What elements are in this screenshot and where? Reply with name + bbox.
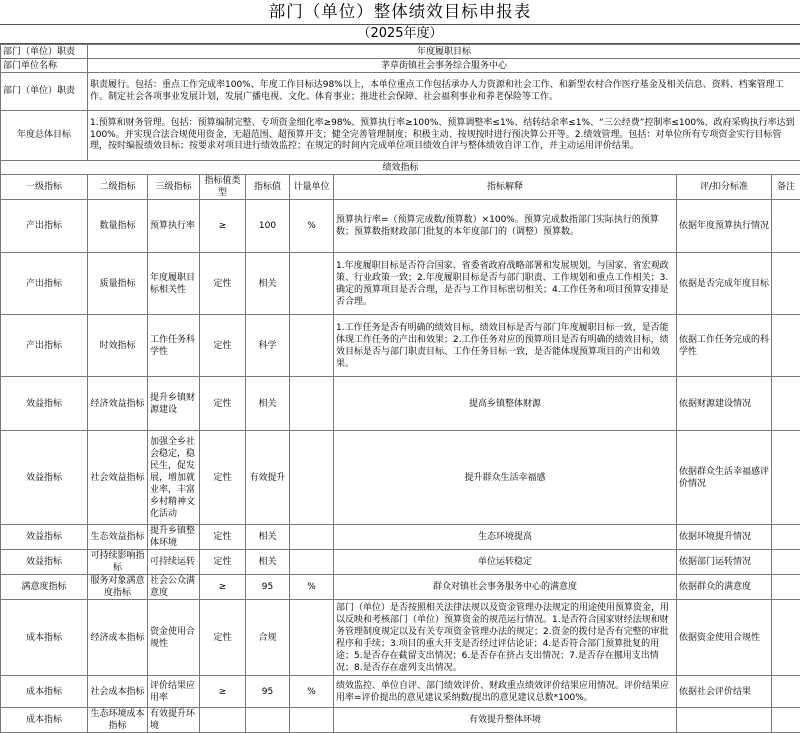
indicator-level1: 效益指标 <box>1 377 88 431</box>
indicator-level2: 时效指标 <box>88 315 148 377</box>
indicator-level3: 提升乡镇财源建设 <box>148 377 200 431</box>
duty-value: 职责履行。包括：重点工作完成率100%、年度工作目标达98%以上，本单位重点工作包括承办人力资源和社会工作、和新型农村合作医疗基金及相关信息、资料、档案管理工作。制定社会各项事业发展计划，发展广播电视、文化、体育事业；推进社会保障、社会福利事业和养老保险等工作。 <box>88 73 800 111</box>
year-row <box>0 24 800 44</box>
table-row <box>1 200 800 253</box>
indicator-level2: 社会效益指标 <box>88 431 148 525</box>
indicator-value-type: 定性 <box>200 431 246 525</box>
annual-goal-header: 年度履职目标 <box>88 45 800 59</box>
table-row <box>1 253 800 315</box>
indicator-explanation: 提升群众生活幸福感 <box>334 431 677 525</box>
indicator-unit <box>290 253 334 315</box>
unit-name-row <box>1 59 800 73</box>
indicator-note <box>772 377 800 431</box>
col-header-value: 指标值 <box>246 175 290 200</box>
form-year: （2025年度） <box>357 26 442 42</box>
perf-section-label: 绩效指标 <box>1 161 800 175</box>
indicator-level1: 产出指标 <box>1 315 88 377</box>
indicator-value: 相关 <box>246 377 290 431</box>
indicator-value <box>246 708 290 733</box>
scoring-standard: 依据资金使用合规性 <box>677 600 772 676</box>
indicator-explanation: 生态环境提高 <box>334 525 677 550</box>
table-row <box>1 676 800 708</box>
indicator-note <box>772 575 800 600</box>
indicator-level2: 生态环境成本指标 <box>88 708 148 733</box>
col-header-explanation: 指标解释 <box>334 175 677 200</box>
indicator-unit: % <box>290 200 334 253</box>
table-row <box>1 315 800 377</box>
indicator-level2: 生态效益指标 <box>88 525 148 550</box>
indicator-level3: 有效提升环境 <box>148 708 200 733</box>
indicator-value-type: 定性 <box>200 550 246 575</box>
indicator-value: 100 <box>246 200 290 253</box>
indicator-level1: 产出指标 <box>1 200 88 253</box>
col-header-l3: 三级指标 <box>148 175 200 200</box>
indicator-value: 合规 <box>246 600 290 676</box>
indicator-level2: 社会成本指标 <box>88 676 148 708</box>
scoring-standard: 依据部门运转情况 <box>677 550 772 575</box>
indicator-unit <box>290 315 334 377</box>
indicator-note <box>772 200 800 253</box>
col-header-l2: 二级指标 <box>88 175 148 200</box>
indicator-level1: 产出指标 <box>1 253 88 315</box>
indicator-note <box>772 431 800 525</box>
duty-row <box>1 73 800 111</box>
performance-table <box>0 44 800 733</box>
duty-header-row <box>1 45 800 59</box>
indicator-note <box>772 253 800 315</box>
indicator-explanation: 1.年度履职目标是否符合国家、省委省政府战略部署和发展规划，与国家、省宏观政策、行业政策一致；2.年度履职目标是否与部门职责、工作规划和重点工作相关；3.确定的预算项目是否合理，是否与工作目标密切相关；4.工作任务和项目预算安排是否合理。 <box>334 253 677 315</box>
scoring-standard <box>677 708 772 733</box>
indicator-value: 95 <box>246 575 290 600</box>
indicator-note <box>772 525 800 550</box>
indicator-value-type: ≥ <box>200 676 246 708</box>
table-row <box>1 575 800 600</box>
indicator-unit <box>290 377 334 431</box>
indicator-value-type: 定性 <box>200 253 246 315</box>
indicator-level1: 效益指标 <box>1 525 88 550</box>
indicator-unit: % <box>290 575 334 600</box>
duty-label: 部门（单位）职责 <box>1 73 88 111</box>
indicator-value-type <box>200 708 246 733</box>
indicator-explanation: 有效提升整体环境 <box>334 708 677 733</box>
indicator-level3: 预算执行率 <box>148 200 200 253</box>
table-row <box>1 431 800 525</box>
indicator-unit <box>290 550 334 575</box>
col-header-note: 备注 <box>772 175 800 200</box>
indicator-level1: 满意度指标 <box>1 575 88 600</box>
indicator-level3: 年度履职目标相关性 <box>148 253 200 315</box>
dept-duty-label: 部门（单位）职责 <box>1 45 88 59</box>
col-header-l1: 一级指标 <box>1 175 88 200</box>
indicator-level3: 资金使用合规性 <box>148 600 200 676</box>
table-row <box>1 550 800 575</box>
indicator-explanation: 提高乡镇整体财源 <box>334 377 677 431</box>
table-row <box>1 525 800 550</box>
indicator-level1: 成本指标 <box>1 676 88 708</box>
column-header-row <box>1 175 800 200</box>
indicator-explanation: 群众对镇社会事务服务中心的满意度 <box>334 575 677 600</box>
scoring-standard: 依据群众的满意度 <box>677 575 772 600</box>
indicator-level1: 成本指标 <box>1 600 88 676</box>
indicator-level3: 工作任务科学性 <box>148 315 200 377</box>
unit-name-value: 茅草街镇社会事务综合服务中心 <box>88 59 800 73</box>
indicator-value: 相关 <box>246 550 290 575</box>
col-header-type: 指标值类型 <box>200 175 246 200</box>
indicator-value-type: 定性 <box>200 600 246 676</box>
table-row <box>1 377 800 431</box>
indicator-level3: 可持续运转 <box>148 550 200 575</box>
indicator-level1: 效益指标 <box>1 550 88 575</box>
indicator-level2: 经济效益指标 <box>88 377 148 431</box>
indicator-value-type: ≥ <box>200 200 246 253</box>
indicator-value-type: 定性 <box>200 315 246 377</box>
indicator-explanation: 绩效监控、单位自评、部门绩效评价、财政重点绩效评价结果应用情况。评价结果应用率=评价提出的意见建议采纳数/提出的意见建议总数*100%。 <box>334 676 677 708</box>
indicator-note <box>772 550 800 575</box>
scoring-standard: 依据社会评价结果 <box>677 676 772 708</box>
annual-goal-value: 1.预算和财务管理。包括：预算编制完整、专项资金细化率≥98%、预算执行率≥100%、预算调整率≤1%、结转结余率≤1%、“三公经费”控制率≤100%、政府采购执行率达到100%。并实现合法合规使用资金，无超范围、超预算开支；健全完善管理制度；积极主动、按规按时进行预决算公开等。2.绩效管理。包括：对单位所有专项资金实行目标管理，按时编报绩效目标；按要求对项目进行绩效监控；在规定的时间内完成单位项目绩效自评与整体绩效自评工作，并主动运用评价结果。 <box>88 111 800 161</box>
indicator-explanation: 预算执行率=（预算完成数/预算数）×100%。预算完成数指部门实际执行的预算数；预算数指财政部门批复的本年度部门的（调整）预算数。 <box>334 200 677 253</box>
annual-goal-label: 年度总体目标 <box>1 111 88 161</box>
form-title: 部门（单位）整体绩效目标申报表 <box>0 0 800 24</box>
indicator-level3: 提升乡镇整体环境 <box>148 525 200 550</box>
indicator-value: 相关 <box>246 253 290 315</box>
col-header-standard: 评/扣分标准 <box>677 175 772 200</box>
scoring-standard: 依据工作任务完成的科学性 <box>677 315 772 377</box>
indicator-level3: 社会公众满意度 <box>148 575 200 600</box>
unit-name-label: 部门单位名称 <box>1 59 88 73</box>
scoring-standard: 依据群众生活幸福感评价情况 <box>677 431 772 525</box>
scoring-standard: 依据财源建设情况 <box>677 377 772 431</box>
indicator-level2: 服务对象满意度指标 <box>88 575 148 600</box>
indicator-level2: 经济成本指标 <box>88 600 148 676</box>
indicator-value-type: ≥ <box>200 575 246 600</box>
indicator-level2: 可持续影响指标 <box>88 550 148 575</box>
indicator-unit: % <box>290 676 334 708</box>
scoring-standard: 依据年度预算执行情况 <box>677 200 772 253</box>
indicator-note <box>772 600 800 676</box>
indicator-unit <box>290 431 334 525</box>
table-row <box>1 600 800 676</box>
table-row <box>1 708 800 733</box>
indicator-level3: 评价结果应用率 <box>148 676 200 708</box>
indicator-value-type: 定性 <box>200 377 246 431</box>
indicator-unit <box>290 708 334 733</box>
scoring-standard: 依据是否完成年度目标 <box>677 253 772 315</box>
indicator-note <box>772 315 800 377</box>
indicator-value: 95 <box>246 676 290 708</box>
indicator-value: 相关 <box>246 525 290 550</box>
indicator-note <box>772 708 800 733</box>
indicator-value: 有效提升 <box>246 431 290 525</box>
indicator-level3: 加强全乡社会稳定，稳民生，促发展，增加就业率，丰富乡村精神文化活动 <box>148 431 200 525</box>
perf-section-row <box>1 161 800 175</box>
indicator-level2: 数量指标 <box>88 200 148 253</box>
indicator-unit <box>290 525 334 550</box>
indicator-explanation: 单位运转稳定 <box>334 550 677 575</box>
indicator-level2: 质量指标 <box>88 253 148 315</box>
annual-goal-row <box>1 111 800 161</box>
col-header-unit: 计量单位 <box>290 175 334 200</box>
indicator-value-type: 定性 <box>200 525 246 550</box>
indicator-note <box>772 676 800 708</box>
indicator-unit <box>290 600 334 676</box>
indicator-explanation: 1.工作任务是否有明确的绩效目标，绩效目标是否与部门年度履职目标一致，是否能体现工作任务的产出和效果；2.工作任务对应的预算项目是否有明确的绩效目标，绩效目标是否与部门职责目标、工作任务目标一致，是否能体现预算项目的产出和效果。 <box>334 315 677 377</box>
indicator-explanation: 部门（单位）是否按照相关法律法规以及资金管理办法规定的用途使用预算资金，用以反映和考核部门（单位）预算资金的规范运行情况。1.是否符合国家财经法规和财务管理制度规定以及有关专项资金管理办法的规定；2.资金的拨付是否有完整的审批程序和手续；3.项目的重大开支是否经过评估论证；4.是否符合部门预算批复的用途；5.是否存在截留支出情况；6.是否存在挤占支出情况；7.是否存在挪用支出情况；8.是否存在虚列支出情况。 <box>334 600 677 676</box>
scoring-standard: 依据环境提升情况 <box>677 525 772 550</box>
indicator-level1: 效益指标 <box>1 431 88 525</box>
indicator-level1: 成本指标 <box>1 708 88 733</box>
indicator-value: 科学 <box>246 315 290 377</box>
